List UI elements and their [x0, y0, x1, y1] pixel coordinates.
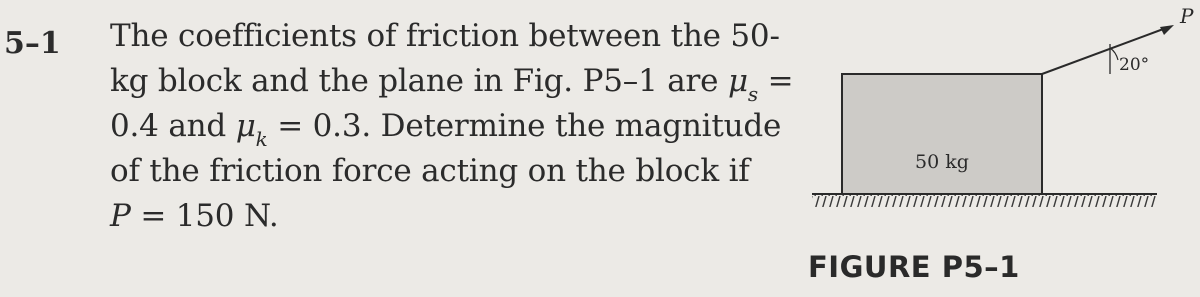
problem-line-4-text: of the friction force acting on the block if [110, 153, 750, 189]
mu-k-subscript: k [255, 127, 268, 151]
angle-label: 20° [1119, 55, 1150, 75]
problem-line-3 [110, 104, 782, 151]
force-label: P [1180, 4, 1194, 28]
force-variable: P [110, 198, 131, 234]
problem-number: 5–1 [4, 26, 61, 61]
problem-line-4 [110, 149, 750, 194]
figure-p5-1 [800, 0, 1200, 250]
ground-hatching [812, 194, 1157, 207]
problem-line-2-text: kg block and the plane in Fig. P5–1 are [110, 63, 728, 99]
problem-statement [110, 14, 794, 239]
problem-line-5-rest: = 150 N. [130, 198, 279, 234]
mu-k-symbol: μ [235, 108, 256, 144]
mu-s-symbol: μ [727, 63, 748, 99]
block [842, 74, 1042, 194]
problem-line-5 [110, 194, 750, 239]
block-label: 50 kg [915, 151, 969, 173]
problem-line-2 [110, 59, 794, 106]
angle-arc [1110, 48, 1118, 60]
problem-line-3-start: 0.4 and [110, 108, 236, 144]
force-arrowhead [1160, 25, 1174, 35]
problem-line-1-text: The coefficients of friction between the 50- [110, 18, 780, 54]
figure-caption: FIGURE P5–1 [808, 250, 1020, 284]
mu-s-subscript: s [747, 82, 758, 106]
problem-line-2-equals: = [757, 63, 794, 99]
problem-line-3-rest: = 0.3. Determine the magnitude [267, 108, 782, 144]
problem-line-1 [110, 14, 780, 59]
